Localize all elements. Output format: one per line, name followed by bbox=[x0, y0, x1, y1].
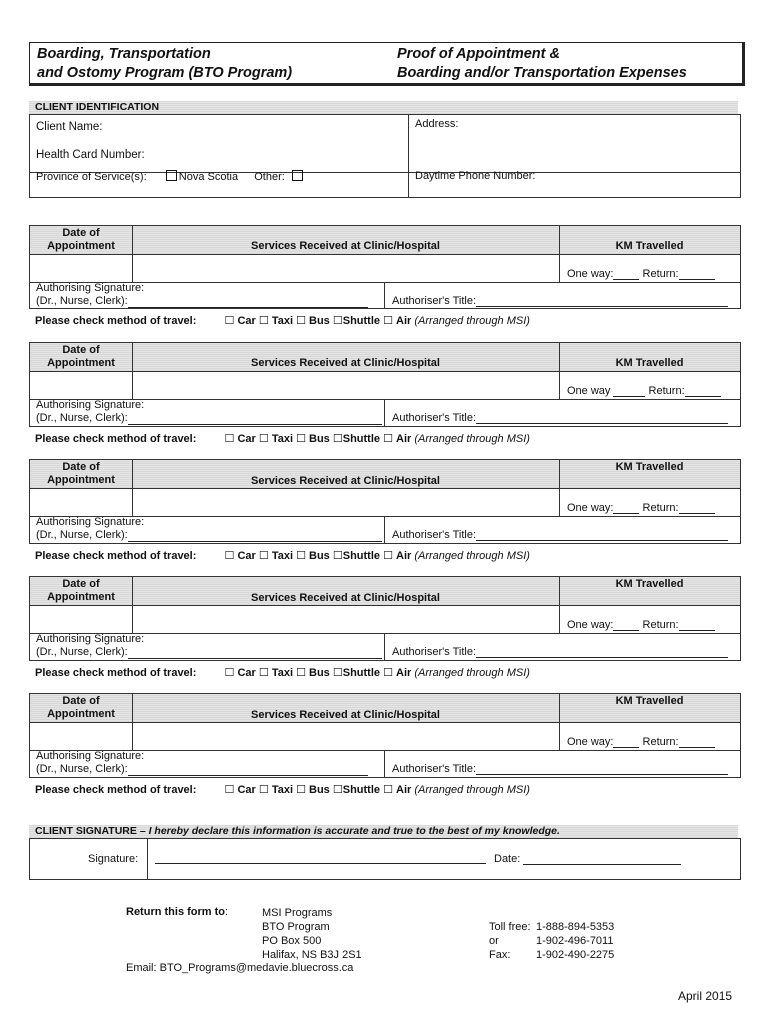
air-checkbox[interactable]: ☐ bbox=[383, 784, 393, 796]
air-note: (Arranged through MSI) bbox=[414, 550, 530, 562]
air-checkbox[interactable]: ☐ bbox=[383, 315, 393, 327]
one-way-label: One way: bbox=[567, 502, 614, 514]
services-cell[interactable] bbox=[132, 722, 559, 750]
shuttle-checkbox[interactable]: ☐ bbox=[332, 315, 343, 327]
date-header-line1: Date of bbox=[62, 461, 100, 473]
taxi-label: Taxi bbox=[271, 550, 294, 562]
auth-signature-sublabel: (Dr., Nurse, Clerk): bbox=[36, 763, 128, 775]
phone-field[interactable] bbox=[415, 170, 535, 182]
auth-title-label: Authoriser's Title: bbox=[392, 646, 477, 658]
bus-checkbox[interactable]: ☐ bbox=[296, 667, 306, 679]
taxi-checkbox[interactable]: ☐ bbox=[258, 550, 269, 562]
km-cell[interactable] bbox=[567, 268, 715, 280]
auth-title-field[interactable] bbox=[392, 295, 728, 307]
shuttle-label: Shuttle bbox=[342, 315, 381, 327]
auth-title-field[interactable] bbox=[392, 646, 728, 658]
auth-title-label: Authoriser's Title: bbox=[392, 295, 477, 307]
divider bbox=[559, 226, 560, 282]
date-header-line1: Date of bbox=[62, 695, 100, 707]
bus-checkbox[interactable]: ☐ bbox=[296, 315, 306, 327]
divider bbox=[384, 399, 385, 426]
date-header-line2: Appointment bbox=[47, 474, 115, 486]
date-header bbox=[30, 695, 132, 721]
km-header: KM Travelled bbox=[615, 695, 684, 707]
bus-checkbox[interactable]: ☐ bbox=[296, 784, 306, 796]
taxi-checkbox[interactable]: ☐ bbox=[258, 315, 269, 327]
bus-label: Bus bbox=[309, 315, 330, 327]
travel-method-label: Please check method of travel: bbox=[35, 315, 197, 327]
shuttle-checkbox[interactable]: ☐ bbox=[332, 667, 343, 679]
shuttle-label: Shuttle bbox=[342, 667, 381, 679]
province-label: Province of Service(s): bbox=[36, 171, 147, 183]
other-label: Other: bbox=[254, 171, 285, 183]
date-cell[interactable] bbox=[30, 488, 132, 516]
air-label: Air bbox=[396, 433, 412, 445]
return-label: Return: bbox=[642, 619, 679, 631]
bus-label: Bus bbox=[309, 433, 330, 445]
address-line: PO Box 500 bbox=[262, 935, 322, 947]
auth-title-field[interactable] bbox=[392, 412, 728, 424]
return-label: Return: bbox=[642, 736, 679, 748]
date-header-line2: Appointment bbox=[47, 591, 115, 603]
km-cell[interactable] bbox=[567, 736, 715, 748]
auth-signature-label: Authorising Signature: bbox=[36, 750, 145, 762]
travel-method-row bbox=[35, 432, 530, 445]
travel-method-label: Please check method of travel: bbox=[35, 667, 197, 679]
taxi-label: Taxi bbox=[271, 433, 294, 445]
shuttle-checkbox[interactable]: ☐ bbox=[332, 550, 343, 562]
km-header: KM Travelled bbox=[615, 461, 684, 473]
bus-label: Bus bbox=[309, 667, 330, 679]
car-checkbox[interactable]: ☐ bbox=[224, 667, 235, 679]
form-title-line1: Proof of Appointment & bbox=[397, 46, 560, 62]
appointment-table-3 bbox=[29, 459, 741, 544]
shuttle-checkbox[interactable]: ☐ bbox=[332, 784, 343, 796]
auth-signature-label: Authorising Signature: bbox=[36, 633, 145, 645]
one-way-label: One way: bbox=[567, 619, 614, 631]
return-label: Return this form to bbox=[126, 906, 225, 918]
auth-signature-field[interactable] bbox=[36, 282, 368, 308]
phone-label: Daytime Phone Number: bbox=[415, 170, 536, 182]
car-label: Car bbox=[237, 315, 256, 327]
other-checkbox[interactable] bbox=[292, 170, 303, 181]
appointment-table-5 bbox=[29, 693, 741, 778]
shuttle-label: Shuttle bbox=[342, 550, 381, 562]
appointment-table-4 bbox=[29, 576, 741, 661]
km-header: KM Travelled bbox=[615, 578, 684, 590]
km-cell[interactable] bbox=[567, 502, 715, 514]
services-cell[interactable] bbox=[132, 605, 559, 633]
address-line: Halifax, NS B3J 2S1 bbox=[262, 949, 362, 961]
car-label: Car bbox=[237, 550, 256, 562]
one-way-label: One way: bbox=[567, 268, 614, 280]
car-label: Car bbox=[237, 667, 256, 679]
client-name-label: Client Name: bbox=[36, 121, 103, 133]
auth-signature-sublabel: (Dr., Nurse, Clerk): bbox=[36, 646, 128, 658]
travel-method-label: Please check method of travel: bbox=[35, 784, 197, 796]
appointment-table-1 bbox=[29, 225, 741, 309]
date-cell[interactable] bbox=[30, 371, 132, 399]
date-header bbox=[30, 227, 132, 253]
client-identification-bar bbox=[29, 101, 738, 114]
air-checkbox[interactable]: ☐ bbox=[383, 667, 393, 679]
services-header: Services Received at Clinic/Hospital bbox=[251, 475, 440, 487]
air-note: (Arranged through MSI) bbox=[414, 784, 530, 796]
nova-scotia-checkbox[interactable] bbox=[166, 170, 177, 181]
car-label: Car bbox=[237, 784, 256, 796]
taxi-checkbox[interactable]: ☐ bbox=[258, 667, 269, 679]
date-field[interactable] bbox=[494, 853, 681, 865]
fax-number: 1-902-490-2275 bbox=[536, 949, 615, 961]
services-header: Services Received at Clinic/Hospital bbox=[251, 592, 440, 604]
car-label: Car bbox=[237, 433, 256, 445]
phone-number: 1-902-496-7011 bbox=[536, 935, 614, 947]
one-way-label: One way bbox=[567, 385, 611, 397]
travel-method-row bbox=[35, 666, 530, 679]
client-signature-box bbox=[29, 838, 741, 880]
date-cell[interactable] bbox=[30, 605, 132, 633]
taxi-label: Taxi bbox=[271, 784, 294, 796]
bus-label: Bus bbox=[309, 550, 330, 562]
air-label: Air bbox=[396, 667, 412, 679]
client-signature-title: CLIENT SIGNATURE bbox=[35, 825, 137, 837]
air-note: (Arranged through MSI) bbox=[414, 667, 530, 679]
or-label: or bbox=[489, 935, 499, 947]
auth-signature-sublabel: (Dr., Nurse, Clerk): bbox=[36, 412, 128, 424]
date-header bbox=[30, 578, 132, 604]
return-label: Return: bbox=[648, 385, 685, 397]
divider bbox=[384, 750, 385, 777]
km-header: KM Travelled bbox=[615, 357, 684, 369]
services-header: Services Received at Clinic/Hospital bbox=[251, 240, 440, 252]
auth-signature-field[interactable] bbox=[36, 399, 382, 425]
date-cell[interactable] bbox=[30, 722, 132, 750]
form-title-line2: Boarding and/or Transportation Expenses bbox=[397, 65, 687, 81]
air-label: Air bbox=[396, 550, 412, 562]
client-identification-box bbox=[29, 114, 741, 198]
return-label: Return: bbox=[642, 268, 679, 280]
air-note: (Arranged through MSI) bbox=[414, 315, 530, 327]
services-cell[interactable] bbox=[132, 488, 559, 516]
divider bbox=[559, 343, 560, 399]
date-header-line1: Date of bbox=[62, 578, 100, 590]
date-header bbox=[30, 344, 132, 370]
shuttle-label: Shuttle bbox=[342, 433, 381, 445]
revision-date: April 2015 bbox=[678, 989, 733, 1003]
travel-method-row bbox=[35, 314, 530, 327]
date-header-line2: Appointment bbox=[47, 357, 115, 369]
travel-method-row bbox=[35, 783, 530, 796]
car-checkbox[interactable]: ☐ bbox=[224, 550, 235, 562]
services-header: Services Received at Clinic/Hospital bbox=[251, 357, 440, 369]
divider bbox=[384, 633, 385, 660]
address-field[interactable] bbox=[415, 118, 458, 130]
air-checkbox[interactable]: ☐ bbox=[383, 550, 393, 562]
services-cell[interactable] bbox=[132, 254, 559, 282]
date-header bbox=[30, 461, 132, 487]
bus-checkbox[interactable]: ☐ bbox=[296, 550, 306, 562]
car-checkbox[interactable]: ☐ bbox=[224, 784, 235, 796]
taxi-checkbox[interactable]: ☐ bbox=[258, 784, 269, 796]
client-signature-bar bbox=[29, 825, 738, 838]
divider bbox=[408, 115, 409, 197]
auth-title-label: Authoriser's Title: bbox=[392, 412, 477, 424]
program-title bbox=[37, 45, 292, 83]
one-way-label: One way: bbox=[567, 736, 614, 748]
auth-signature-field[interactable] bbox=[36, 516, 382, 542]
air-checkbox[interactable]: ☐ bbox=[383, 433, 393, 445]
date-label: Date: bbox=[494, 853, 521, 865]
appointment-table-2 bbox=[29, 342, 741, 427]
taxi-label: Taxi bbox=[271, 667, 294, 679]
date-cell[interactable] bbox=[30, 254, 132, 282]
divider bbox=[384, 282, 385, 308]
health-card-field[interactable] bbox=[36, 149, 145, 161]
divider bbox=[147, 839, 148, 879]
km-header: KM Travelled bbox=[615, 240, 684, 252]
auth-signature-label: Authorising Signature: bbox=[36, 282, 145, 294]
program-title-line2: and Ostomy Program (BTO Program) bbox=[37, 65, 293, 81]
auth-signature-label: Authorising Signature: bbox=[36, 516, 145, 528]
air-label: Air bbox=[396, 784, 412, 796]
program-title-line1: Boarding, Transportation bbox=[37, 46, 211, 62]
date-header-line2: Appointment bbox=[47, 240, 115, 252]
travel-method-label: Please check method of travel: bbox=[35, 433, 197, 445]
nova-scotia-label: Nova Scotia bbox=[178, 171, 239, 183]
tollfree-number: 1-888-894-5353 bbox=[536, 921, 615, 933]
auth-title-label: Authoriser's Title: bbox=[392, 763, 477, 775]
auth-title-field[interactable] bbox=[392, 529, 728, 541]
province-row bbox=[36, 170, 305, 183]
taxi-checkbox[interactable]: ☐ bbox=[258, 433, 269, 445]
car-checkbox[interactable]: ☐ bbox=[224, 315, 235, 327]
shuttle-checkbox[interactable]: ☐ bbox=[332, 433, 343, 445]
auth-title-field[interactable] bbox=[392, 763, 728, 775]
car-checkbox[interactable]: ☐ bbox=[224, 433, 235, 445]
air-label: Air bbox=[396, 315, 412, 327]
client-declaration: – I hereby declare this information is accurate and true to the best of my knowledge. bbox=[139, 825, 560, 837]
shuttle-label: Shuttle bbox=[342, 784, 381, 796]
services-cell[interactable] bbox=[132, 371, 559, 399]
auth-signature-sublabel: (Dr., Nurse, Clerk): bbox=[36, 529, 128, 541]
date-header-line1: Date of bbox=[62, 344, 100, 356]
travel-method-row bbox=[35, 549, 530, 562]
return-form-label bbox=[126, 906, 228, 918]
auth-signature-field[interactable] bbox=[36, 633, 382, 659]
air-note: (Arranged through MSI) bbox=[414, 433, 530, 445]
signature-label: Signature: bbox=[88, 853, 139, 865]
health-card-label: Health Card Number: bbox=[36, 149, 145, 161]
date-header-line1: Date of bbox=[62, 227, 100, 239]
form-title bbox=[397, 45, 687, 83]
bus-label: Bus bbox=[309, 784, 330, 796]
services-header: Services Received at Clinic/Hospital bbox=[251, 709, 440, 721]
km-cell[interactable] bbox=[567, 619, 715, 631]
client-identification-title: CLIENT IDENTIFICATION bbox=[35, 101, 160, 113]
date-header-line2: Appointment bbox=[47, 708, 115, 720]
fax-label: Fax: bbox=[489, 949, 511, 961]
return-address bbox=[262, 906, 362, 962]
auth-signature-label: Authorising Signature: bbox=[36, 399, 145, 411]
return-email[interactable]: Email: BTO_Programs@medavie.bluecross.ca bbox=[126, 962, 354, 974]
travel-method-label: Please check method of travel: bbox=[35, 550, 197, 562]
km-cell[interactable] bbox=[567, 385, 721, 397]
address-line: MSI Programs bbox=[262, 907, 333, 919]
contact-numbers bbox=[489, 920, 614, 962]
auth-signature-field[interactable] bbox=[36, 750, 368, 776]
form-header bbox=[29, 42, 745, 86]
signature-field[interactable] bbox=[155, 852, 486, 864]
taxi-label: Taxi bbox=[271, 315, 294, 327]
divider bbox=[384, 516, 385, 543]
auth-title-label: Authoriser's Title: bbox=[392, 529, 477, 541]
tollfree-label: Toll free: bbox=[489, 921, 531, 933]
auth-signature-sublabel: (Dr., Nurse, Clerk): bbox=[36, 295, 128, 307]
return-label: Return: bbox=[642, 502, 679, 514]
return-label-colon: : bbox=[225, 906, 229, 918]
address-line: BTO Program bbox=[262, 921, 330, 933]
address-label: Address: bbox=[415, 118, 459, 130]
client-name-field[interactable] bbox=[36, 121, 102, 133]
bus-checkbox[interactable]: ☐ bbox=[296, 433, 306, 445]
